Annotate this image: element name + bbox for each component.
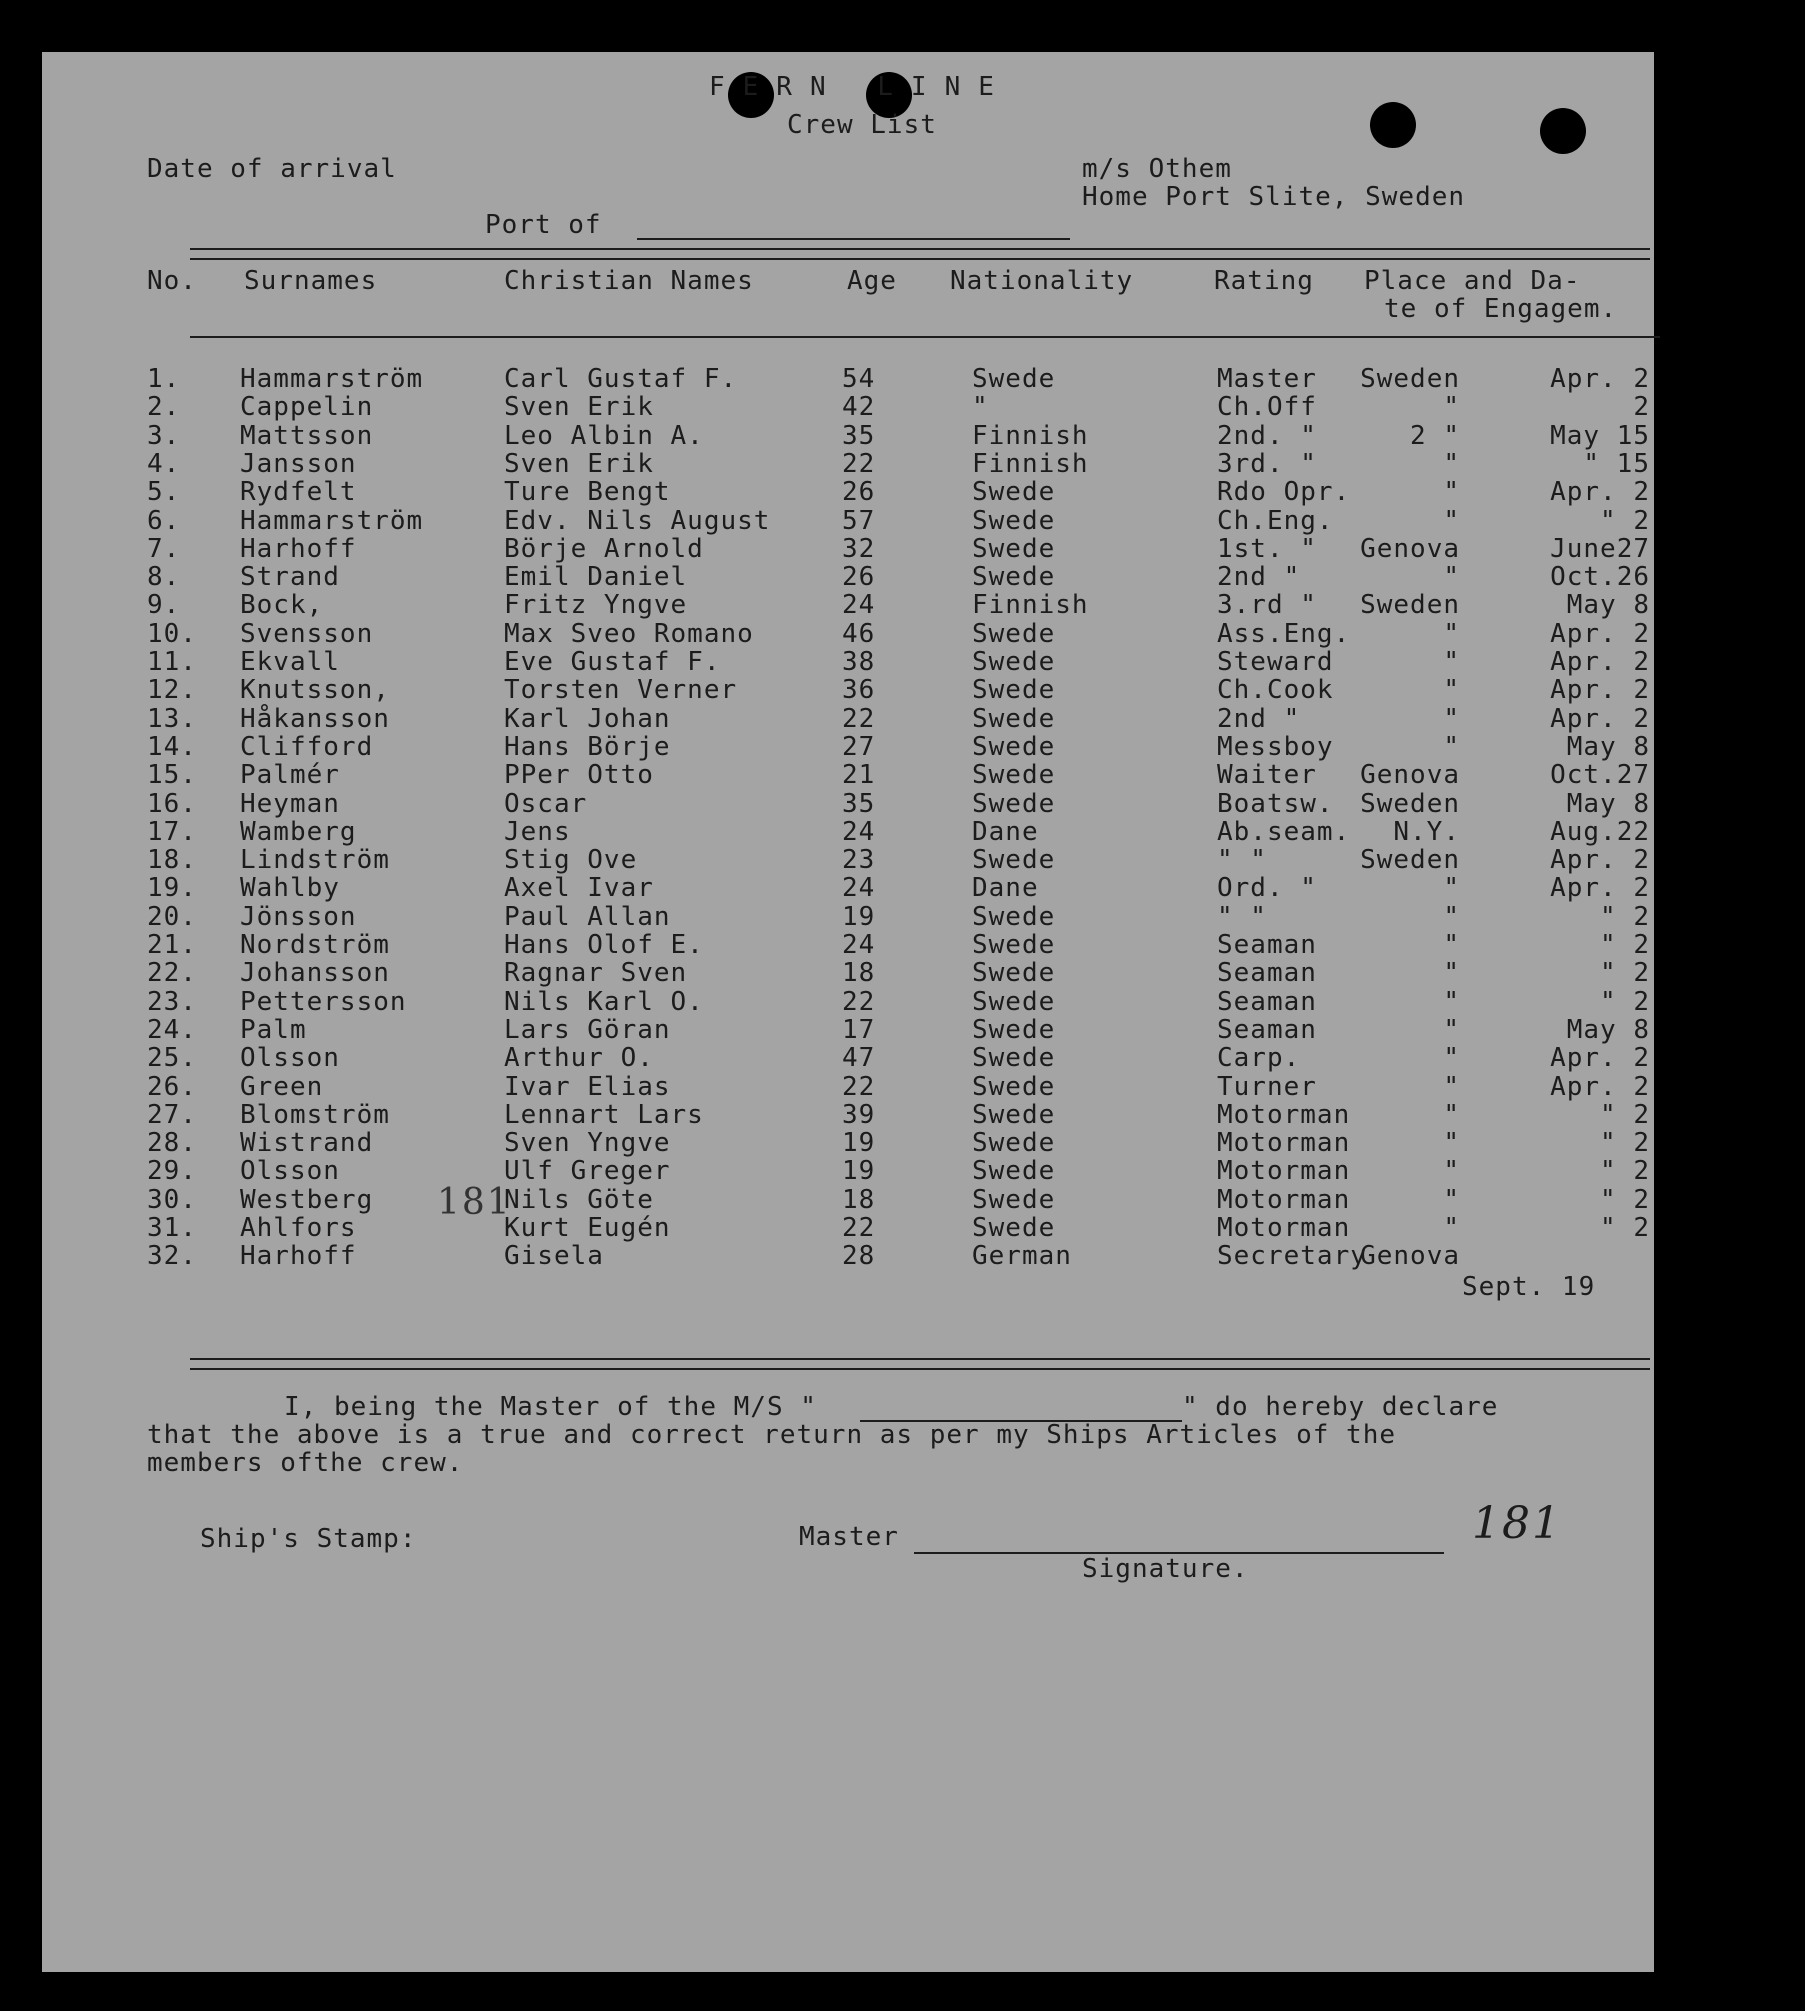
crew-christian-names: Karl Johan — [504, 704, 671, 734]
crew-no: 23. — [147, 987, 197, 1017]
crew-date: " 2 — [1600, 1185, 1650, 1215]
crew-christian-names: Sven Erik — [504, 392, 654, 422]
crew-rating: 2nd " — [1217, 704, 1301, 734]
crew-nationality: Swede — [972, 902, 1056, 932]
crew-no: 30. — [147, 1185, 197, 1215]
crew-christian-names: Torsten Verner — [504, 675, 738, 705]
crew-christian-names: Leo Albin A. — [504, 421, 704, 451]
crew-place: " — [1443, 506, 1460, 536]
crew-christian-names: Lars Göran — [504, 1015, 671, 1045]
crew-no: 2. — [147, 392, 181, 422]
line-name: FERN LINE — [709, 72, 1012, 102]
crew-nationality: Swede — [972, 930, 1056, 960]
crew-nationality: Swede — [972, 1100, 1056, 1130]
crew-rating: 2nd " — [1217, 562, 1301, 592]
crew-age: 22 — [842, 1213, 876, 1243]
crew-surname: Mattsson — [240, 421, 374, 451]
crew-rating: 1st. " — [1217, 534, 1317, 564]
crew-date: " 2 — [1600, 1156, 1650, 1186]
crew-age: 42 — [842, 392, 876, 422]
crew-rating: Motorman — [1217, 1100, 1351, 1130]
crew-christian-names: Paul Allan — [504, 902, 671, 932]
crew-place: " — [1443, 930, 1460, 960]
col-header-nationality: Nationality — [950, 266, 1134, 296]
crew-nationality: Swede — [972, 1156, 1056, 1186]
crew-age: 19 — [842, 902, 876, 932]
crew-place: " — [1443, 1100, 1460, 1130]
crew-date: Apr. 2 — [1550, 619, 1650, 649]
crew-rating: Seaman — [1217, 987, 1317, 1017]
crew-no: 22. — [147, 958, 197, 988]
crew-rating: Motorman — [1217, 1213, 1351, 1243]
crew-nationality: Swede — [972, 958, 1056, 988]
crew-surname: Lindström — [240, 845, 390, 875]
crew-place: " — [1443, 902, 1460, 932]
crew-nationality: Swede — [972, 732, 1056, 762]
crew-date: " 2 — [1600, 506, 1650, 536]
crew-date: Apr. 2 — [1550, 1043, 1650, 1073]
crew-date: May 15 — [1550, 421, 1650, 451]
crew-christian-names: Eve Gustaf F. — [504, 647, 721, 677]
crew-christian-names: Nils Karl O. — [504, 987, 704, 1017]
crew-age: 22 — [842, 704, 876, 734]
crew-age: 17 — [842, 1015, 876, 1045]
crew-age: 24 — [842, 590, 876, 620]
crew-christian-names: Börje Arnold — [504, 534, 704, 564]
crew-date: Oct.27 — [1550, 760, 1650, 790]
crew-date: Apr. 2 — [1550, 704, 1650, 734]
crew-rating: Ch.Off — [1217, 392, 1317, 422]
crew-place: " — [1443, 1213, 1460, 1243]
crew-place: " — [1443, 392, 1460, 422]
crew-surname: Rydfelt — [240, 477, 357, 507]
crew-age: 22 — [842, 987, 876, 1017]
crew-christian-names: Emil Daniel — [504, 562, 688, 592]
crew-age: 47 — [842, 1043, 876, 1073]
list-title: Crew List — [787, 110, 937, 140]
crew-nationality: Finnish — [972, 449, 1089, 479]
crew-place: Sweden — [1360, 364, 1460, 394]
crew-place: " — [1443, 647, 1460, 677]
crew-nationality: Finnish — [972, 421, 1089, 451]
header-rule — [190, 336, 1660, 338]
crew-christian-names: Axel Ivar — [504, 873, 654, 903]
crew-rating: Ch.Cook — [1217, 675, 1334, 705]
crew-nationality: Swede — [972, 364, 1056, 394]
crew-place: " — [1443, 675, 1460, 705]
crew-christian-names: Max Sveo Romano — [504, 619, 754, 649]
last-row-date: Sept. 19 — [1462, 1272, 1596, 1302]
punch-hole — [1370, 102, 1416, 148]
crew-place: Genova — [1360, 760, 1460, 790]
crew-age: 54 — [842, 364, 876, 394]
margin-handwritten-number: 181 — [437, 1182, 512, 1223]
crew-age: 24 — [842, 873, 876, 903]
crew-age: 21 — [842, 760, 876, 790]
crew-christian-names: Hans Börje — [504, 732, 671, 762]
crew-date: " 15 — [1583, 449, 1650, 479]
crew-nationality: Swede — [972, 1043, 1056, 1073]
crew-christian-names: Gisela — [504, 1241, 604, 1271]
crew-rating: Ass.Eng. — [1217, 619, 1351, 649]
crew-place: N.Y. — [1393, 817, 1460, 847]
port-of-label: Port of — [485, 210, 602, 240]
crew-age: 26 — [842, 477, 876, 507]
crew-nationality: Swede — [972, 789, 1056, 819]
crew-no: 9. — [147, 590, 181, 620]
crew-nationality: Swede — [972, 760, 1056, 790]
col-header-surnames: Surnames — [244, 266, 378, 296]
crew-surname: Wistrand — [240, 1128, 374, 1158]
crew-age: 18 — [842, 1185, 876, 1215]
crew-rating: " " — [1217, 845, 1267, 875]
crew-no: 6. — [147, 506, 181, 536]
crew-surname: Palmér — [240, 760, 340, 790]
crew-no: 16. — [147, 789, 197, 819]
crew-christian-names: Nils Göte — [504, 1185, 654, 1215]
crew-surname: Clifford — [240, 732, 374, 762]
crew-christian-names: Ragnar Sven — [504, 958, 688, 988]
crew-christian-names: Ulf Greger — [504, 1156, 671, 1186]
crew-nationality: Swede — [972, 1213, 1056, 1243]
crew-surname: Olsson — [240, 1156, 340, 1186]
crew-date: Apr. 2 — [1550, 845, 1650, 875]
crew-rating: Messboy — [1217, 732, 1334, 762]
crew-no: 29. — [147, 1156, 197, 1186]
crew-no: 27. — [147, 1100, 197, 1130]
crew-nationality: Swede — [972, 987, 1056, 1017]
crew-surname: Bock, — [240, 590, 324, 620]
crew-date: Apr. 2 — [1550, 477, 1650, 507]
crew-age: 22 — [842, 1072, 876, 1102]
crew-place: " — [1443, 732, 1460, 762]
crew-age: 35 — [842, 789, 876, 819]
crew-surname: Harhoff — [240, 534, 357, 564]
crew-no: 3. — [147, 421, 181, 451]
crew-surname: Ekvall — [240, 647, 340, 677]
crew-surname: Svensson — [240, 619, 374, 649]
crew-no: 17. — [147, 817, 197, 847]
crew-place: Sweden — [1360, 845, 1460, 875]
crew-age: 39 — [842, 1100, 876, 1130]
col-header-no: No. — [147, 266, 197, 296]
crew-surname: Jönsson — [240, 902, 357, 932]
crew-nationality: German — [972, 1241, 1072, 1271]
crew-christian-names: Jens — [504, 817, 571, 847]
crew-surname: Olsson — [240, 1043, 340, 1073]
crew-surname: Heyman — [240, 789, 340, 819]
ship-name: m/s Othem — [1082, 154, 1232, 184]
crew-date: " 2 — [1600, 1128, 1650, 1158]
crew-place: " — [1443, 958, 1460, 988]
crew-christian-names: Kurt Eugén — [504, 1213, 671, 1243]
crew-date: " 2 — [1600, 958, 1650, 988]
crew-date: May 8 — [1566, 590, 1650, 620]
crew-age: 19 — [842, 1156, 876, 1186]
crew-place: " — [1443, 704, 1460, 734]
crew-christian-names: Ivar Elias — [504, 1072, 671, 1102]
crew-age: 32 — [842, 534, 876, 564]
crew-age: 24 — [842, 930, 876, 960]
ships-stamp-label: Ship's Stamp: — [200, 1524, 417, 1554]
crew-place: " — [1443, 1156, 1460, 1186]
crew-surname: Ahlfors — [240, 1213, 357, 1243]
signature-label: Signature. — [1082, 1554, 1249, 1584]
crew-date: Apr. 2 — [1550, 873, 1650, 903]
crew-place: " — [1443, 1185, 1460, 1215]
date-of-arrival-label: Date of arrival — [147, 154, 397, 184]
crew-date: Oct.26 — [1550, 562, 1650, 592]
crew-date: " 2 — [1600, 930, 1650, 960]
crew-place: 2 " — [1410, 421, 1460, 451]
crew-place: " — [1443, 619, 1460, 649]
crew-surname: Hammarström — [240, 506, 424, 536]
crew-surname: Strand — [240, 562, 340, 592]
crew-no: 10. — [147, 619, 197, 649]
crew-no: 21. — [147, 930, 197, 960]
crew-date: Apr. 2 — [1550, 675, 1650, 705]
crew-no: 32. — [147, 1241, 197, 1271]
double-rule-top — [190, 248, 1650, 260]
crew-no: 20. — [147, 902, 197, 932]
crew-christian-names: Edv. Nils August — [504, 506, 771, 536]
crew-age: 35 — [842, 421, 876, 451]
crew-nationality: Dane — [972, 873, 1039, 903]
crew-rating: Motorman — [1217, 1156, 1351, 1186]
crew-nationality: Swede — [972, 562, 1056, 592]
crew-age: 23 — [842, 845, 876, 875]
crew-place: " — [1443, 1015, 1460, 1045]
crew-nationality: " — [972, 392, 989, 422]
crew-no: 25. — [147, 1043, 197, 1073]
crew-place: " — [1443, 562, 1460, 592]
declaration-line-1b: " do hereby declare — [1182, 1392, 1499, 1422]
crew-date: Apr. 2 — [1550, 647, 1650, 677]
declaration-line-1a: I, being the Master of the M/S " — [284, 1392, 817, 1422]
crew-nationality: Swede — [972, 647, 1056, 677]
crew-rating: Master — [1217, 364, 1317, 394]
crew-place: " — [1443, 1128, 1460, 1158]
crew-surname: Nordström — [240, 930, 390, 960]
crew-no: 26. — [147, 1072, 197, 1102]
crew-rating: Secretary — [1217, 1241, 1367, 1271]
crew-no: 13. — [147, 704, 197, 734]
crew-nationality: Swede — [972, 534, 1056, 564]
crew-nationality: Finnish — [972, 590, 1089, 620]
declaration-line-2: that the above is a true and correct return as per my Ships Articles of the — [147, 1420, 1396, 1450]
document-page — [42, 52, 1654, 1972]
crew-surname: Håkansson — [240, 704, 390, 734]
crew-nationality: Swede — [972, 619, 1056, 649]
crew-nationality: Swede — [972, 506, 1056, 536]
crew-no: 1. — [147, 364, 181, 394]
crew-nationality: Swede — [972, 675, 1056, 705]
crew-rating: Carp. — [1217, 1043, 1301, 1073]
crew-christian-names: Stig Ove — [504, 845, 638, 875]
crew-surname: Harhoff — [240, 1241, 357, 1271]
crew-rating: Boatsw. — [1217, 789, 1334, 819]
crew-place: " — [1443, 1072, 1460, 1102]
crew-surname: Hammarström — [240, 364, 424, 394]
col-header-rating: Rating — [1214, 266, 1314, 296]
crew-surname: Johansson — [240, 958, 390, 988]
crew-rating: Motorman — [1217, 1185, 1351, 1215]
crew-rating: 2nd. " — [1217, 421, 1317, 451]
crew-christian-names: Fritz Yngve — [504, 590, 688, 620]
crew-christian-names: Arthur O. — [504, 1043, 654, 1073]
crew-christian-names: Sven Yngve — [504, 1128, 671, 1158]
crew-no: 8. — [147, 562, 181, 592]
crew-age: 38 — [842, 647, 876, 677]
crew-christian-names: Ture Bengt — [504, 477, 671, 507]
crew-age: 28 — [842, 1241, 876, 1271]
crew-rating: Seaman — [1217, 930, 1317, 960]
col-header-christian-names: Christian Names — [504, 266, 754, 296]
crew-rating: Turner — [1217, 1072, 1317, 1102]
crew-rating: Seaman — [1217, 1015, 1317, 1045]
home-port: Home Port Slite, Sweden — [1082, 182, 1466, 212]
crew-surname: Green — [240, 1072, 324, 1102]
crew-christian-names: Oscar — [504, 789, 588, 819]
crew-rating: Ch.Eng. — [1217, 506, 1334, 536]
crew-date: May 8 — [1566, 732, 1650, 762]
crew-place: Sweden — [1360, 789, 1460, 819]
crew-age: 26 — [842, 562, 876, 592]
crew-no: 15. — [147, 760, 197, 790]
crew-age: 57 — [842, 506, 876, 536]
crew-christian-names: PPer Otto — [504, 760, 654, 790]
crew-rating: " " — [1217, 902, 1267, 932]
crew-surname: Jansson — [240, 449, 357, 479]
crew-place: " — [1443, 873, 1460, 903]
crew-christian-names: Lennart Lars — [504, 1100, 704, 1130]
crew-date: " 2 — [1600, 1213, 1650, 1243]
crew-place: Genova — [1360, 534, 1460, 564]
crew-date: 2 — [1633, 392, 1650, 422]
crew-surname: Palm — [240, 1015, 307, 1045]
crew-place: Sweden — [1360, 590, 1460, 620]
crew-rating: Seaman — [1217, 958, 1317, 988]
crew-date: June27 — [1550, 534, 1650, 564]
crew-nationality: Swede — [972, 1128, 1056, 1158]
crew-rating: Ord. " — [1217, 873, 1317, 903]
crew-no: 18. — [147, 845, 197, 875]
double-rule-bottom — [190, 1358, 1650, 1370]
crew-date: Apr. 2 — [1550, 1072, 1650, 1102]
crew-place: " — [1443, 477, 1460, 507]
master-label: Master — [799, 1522, 899, 1552]
crew-no: 14. — [147, 732, 197, 762]
crew-age: 46 — [842, 619, 876, 649]
crew-place: Genova — [1360, 1241, 1460, 1271]
crew-surname: Wamberg — [240, 817, 357, 847]
crew-no: 7. — [147, 534, 181, 564]
crew-date: Aug.22 — [1550, 817, 1650, 847]
crew-rating: 3.rd " — [1217, 590, 1317, 620]
crew-date: Apr. 2 — [1550, 364, 1650, 394]
crew-age: 19 — [842, 1128, 876, 1158]
crew-no: 4. — [147, 449, 181, 479]
crew-surname: Wahlby — [240, 873, 340, 903]
crew-no: 19. — [147, 873, 197, 903]
crew-rating: Waiter — [1217, 760, 1317, 790]
crew-nationality: Swede — [972, 1072, 1056, 1102]
crew-nationality: Swede — [972, 704, 1056, 734]
crew-surname: Blomström — [240, 1100, 390, 1130]
col-header-age: Age — [847, 266, 897, 296]
crew-nationality: Swede — [972, 477, 1056, 507]
crew-age: 18 — [842, 958, 876, 988]
crew-nationality: Swede — [972, 1015, 1056, 1045]
crew-age: 24 — [842, 817, 876, 847]
crew-place: " — [1443, 449, 1460, 479]
crew-rating: Ab.seam. — [1217, 817, 1351, 847]
crew-age: 36 — [842, 675, 876, 705]
crew-nationality: Dane — [972, 817, 1039, 847]
crew-nationality: Swede — [972, 1185, 1056, 1215]
punch-hole — [1540, 108, 1586, 154]
handwritten-page-number: 181 — [1472, 1498, 1562, 1549]
crew-age: 22 — [842, 449, 876, 479]
crew-no: 28. — [147, 1128, 197, 1158]
crew-surname: Cappelin — [240, 392, 374, 422]
crew-nationality: Swede — [972, 845, 1056, 875]
crew-rating: Steward — [1217, 647, 1334, 677]
crew-christian-names: Carl Gustaf F. — [504, 364, 738, 394]
crew-place: " — [1443, 1043, 1460, 1073]
col-header-place-date: Place and Da- — [1364, 266, 1581, 296]
declaration-line-3: members ofthe crew. — [147, 1448, 464, 1478]
crew-place: " — [1443, 987, 1460, 1017]
crew-christian-names: Sven Erik — [504, 449, 654, 479]
crew-surname: Knutsson, — [240, 675, 390, 705]
crew-age: 27 — [842, 732, 876, 762]
crew-date: May 8 — [1566, 1015, 1650, 1045]
crew-rating: Rdo Opr. — [1217, 477, 1351, 507]
crew-date: " 2 — [1600, 1100, 1650, 1130]
crew-date: May 8 — [1566, 789, 1650, 819]
crew-no: 11. — [147, 647, 197, 677]
crew-christian-names: Hans Olof E. — [504, 930, 704, 960]
crew-surname: Westberg — [240, 1185, 374, 1215]
crew-no: 5. — [147, 477, 181, 507]
crew-rating: Motorman — [1217, 1128, 1351, 1158]
crew-date: " 2 — [1600, 987, 1650, 1017]
crew-no: 24. — [147, 1015, 197, 1045]
crew-no: 31. — [147, 1213, 197, 1243]
col-header-place-date-2: te of Engagem. — [1384, 294, 1618, 324]
crew-no: 12. — [147, 675, 197, 705]
port-of-blank-line — [637, 238, 1070, 240]
crew-rating: 3rd. " — [1217, 449, 1317, 479]
crew-surname: Pettersson — [240, 987, 407, 1017]
crew-date: " 2 — [1600, 902, 1650, 932]
